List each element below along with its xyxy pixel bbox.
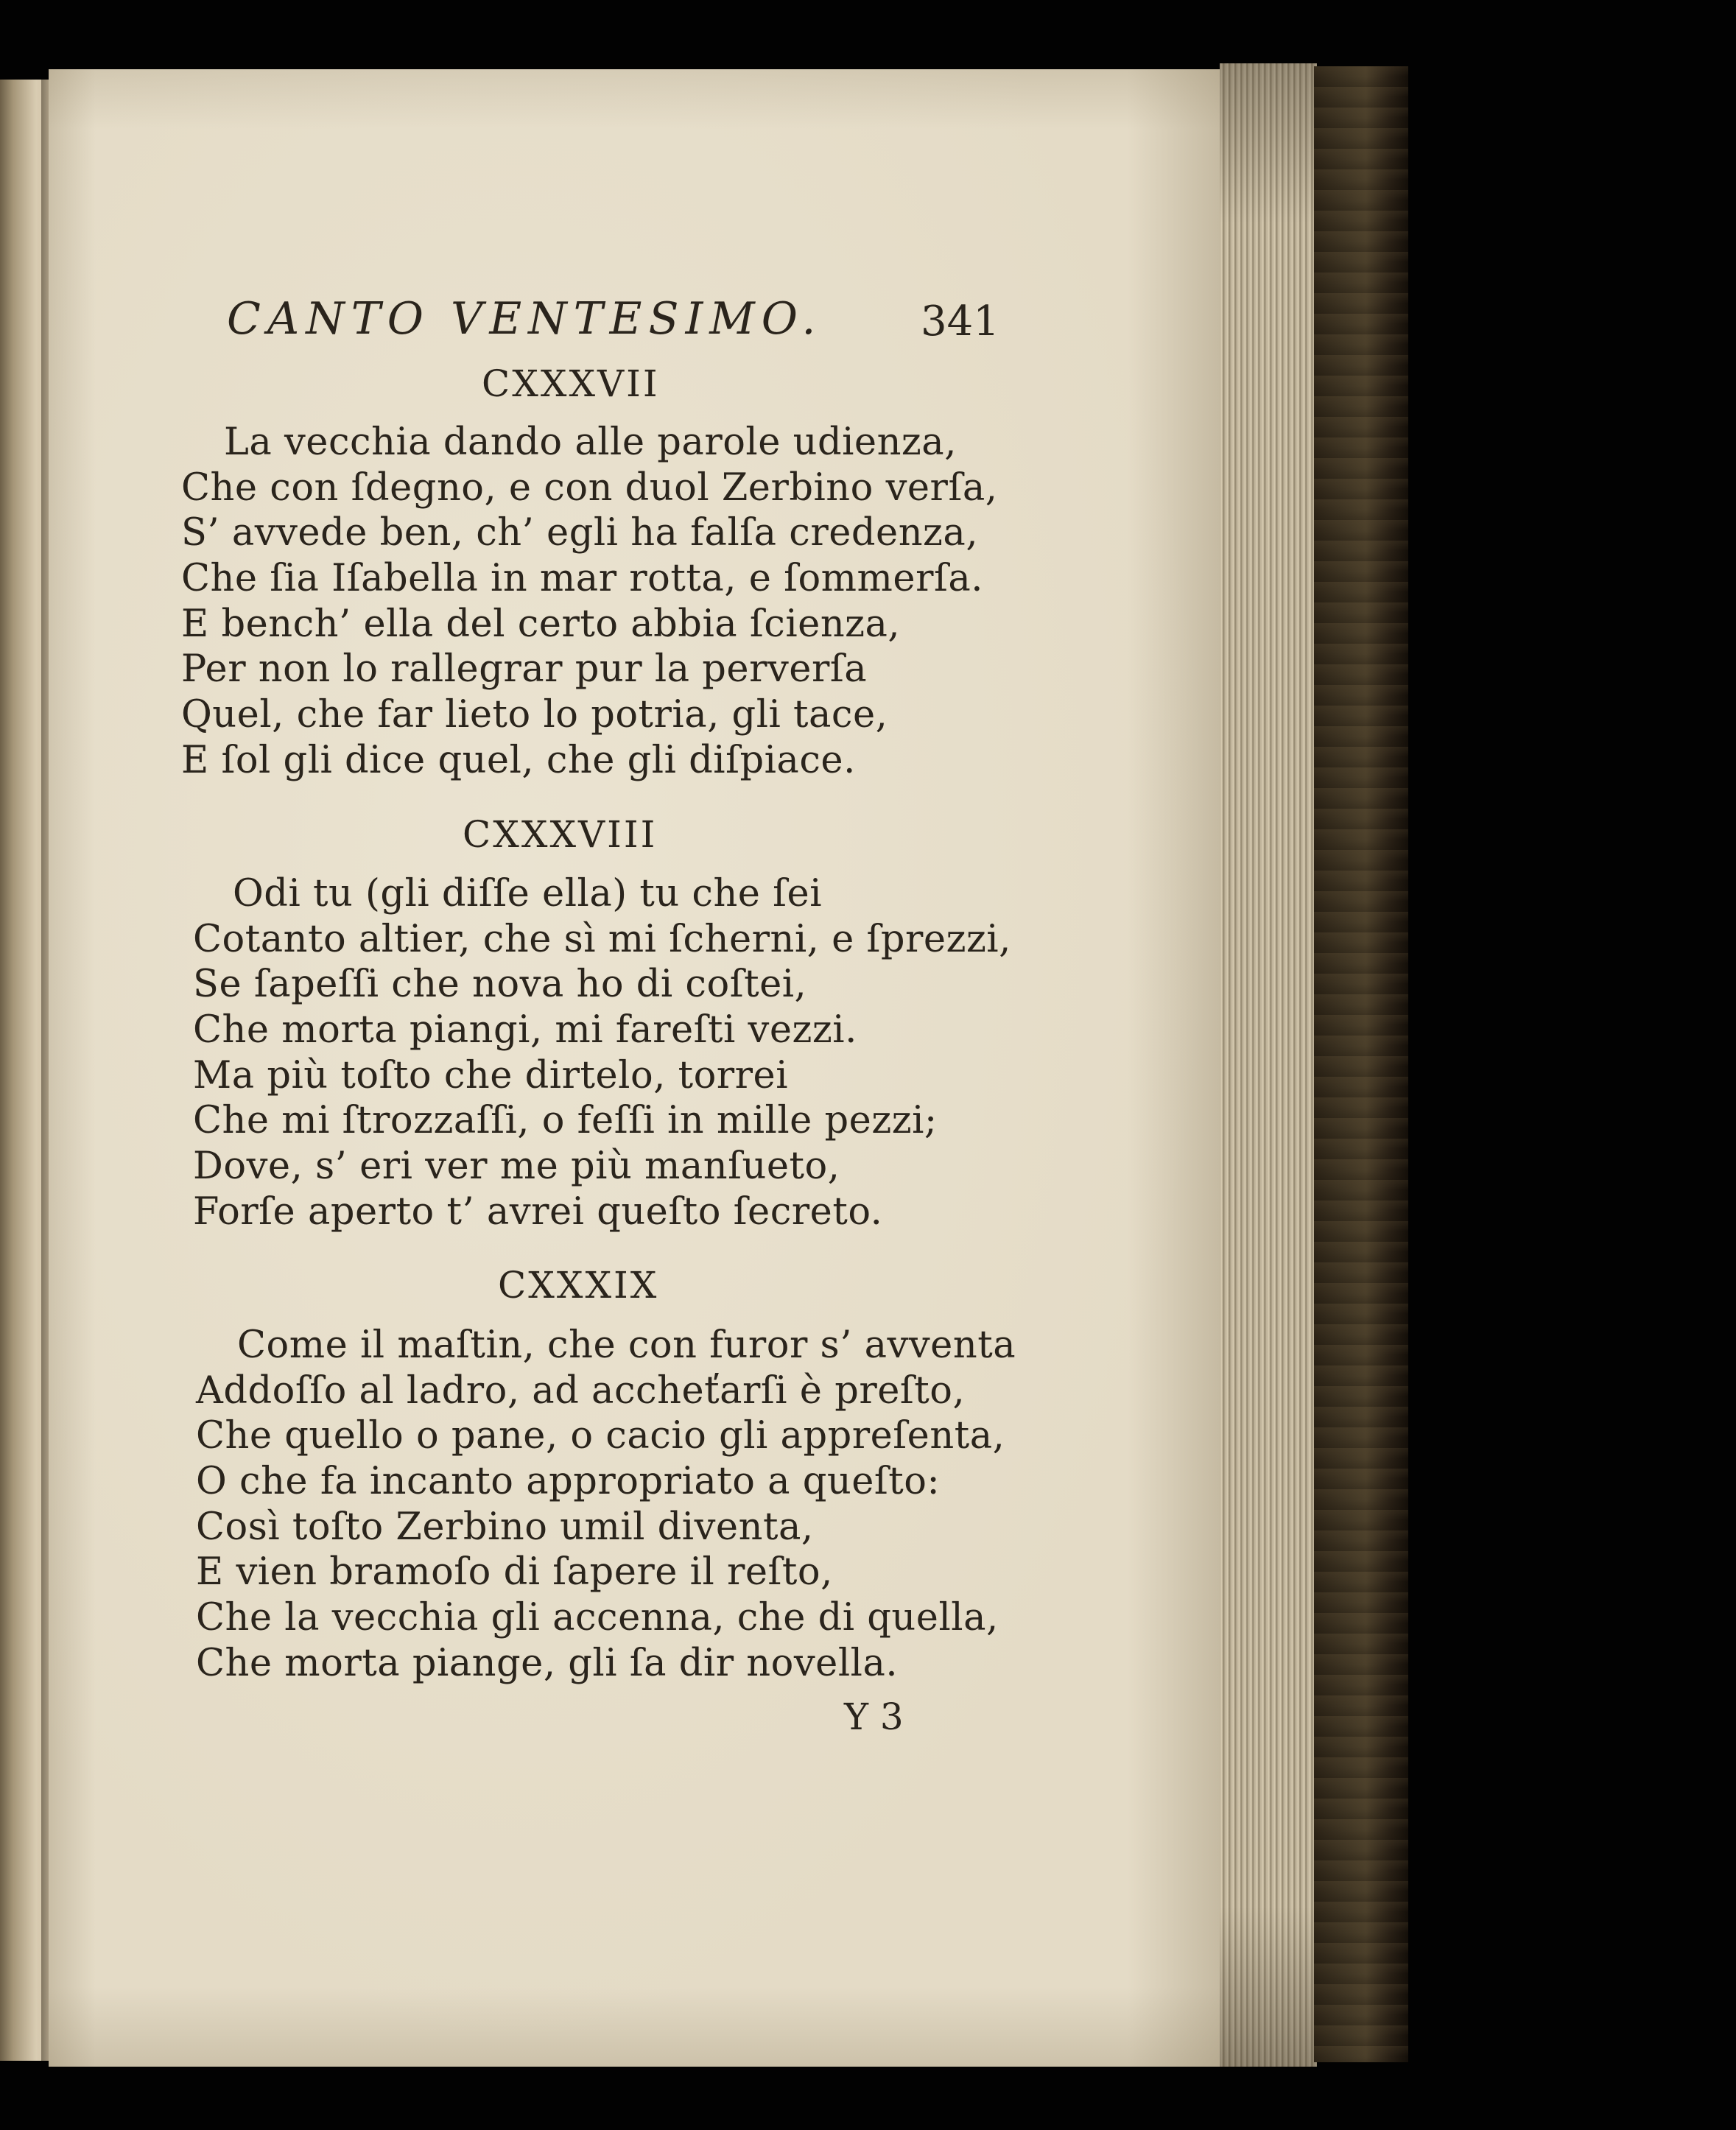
verse-line: E ſol gli dice quel, che gli diſpiace. bbox=[181, 739, 856, 782]
verse-line: Se ſapeſſi che nova ho di coſtei, bbox=[193, 963, 807, 1006]
verse-line: Che la vecchia gli accenna, che di quella, bbox=[196, 1596, 999, 1639]
verse-line: Ma più toſto che dirtelo, torrei bbox=[193, 1054, 789, 1097]
verse-line: Quel, che far lieto lo potria, gli tace, bbox=[181, 693, 888, 737]
verse-line: Dove, s’ eri ver me più manſueto, bbox=[193, 1145, 840, 1188]
verse-line: Odi tu (gli diſſe ella) tu che ſei bbox=[233, 872, 823, 915]
verse-line: Che quello o pane, o cacio gli appreſenta, bbox=[196, 1414, 1005, 1458]
verse-line: La vecchia dando alle parole udienza, bbox=[224, 421, 957, 464]
verse-line: E bench’ ella del certo abbia ſcienza, bbox=[181, 602, 901, 646]
verse-line: Cotanto altier, che sì mi ſcherni, e ſprezzi, bbox=[193, 918, 1011, 961]
stanza-number: CXXXIX bbox=[498, 1264, 659, 1307]
cover-texture bbox=[1314, 66, 1408, 2062]
catchword: Y 3 bbox=[844, 1695, 904, 1738]
verse-line: Così toſto Zerbino umil diventa, bbox=[196, 1505, 814, 1549]
verse-line: Che ſia Iſabella in mar rotta, e ſommerſa. bbox=[181, 557, 983, 600]
verse-line: Per non lo rallegrar pur la perverſa bbox=[181, 647, 868, 691]
verse-line: S’ avvede ben, ch’ egli ha falſa credenza, bbox=[181, 511, 979, 555]
running-head: CANTO VENTESIMO. bbox=[227, 293, 823, 345]
verse-line: Che mi ſtrozzaſſi, o feſſi in mille pezzi; bbox=[193, 1099, 938, 1142]
verse-line: Che morta piangi, mi fareſti vezzi. bbox=[193, 1008, 857, 1052]
verse-line: Forſe aperto t’ avrei queſto ſecreto. bbox=[193, 1190, 883, 1234]
page-block-shadow bbox=[1220, 63, 1317, 2067]
verse-line: Che morta piange, gli ſa dir novella. bbox=[196, 1642, 899, 1685]
verse-line: O che fa incanto appropriato a queſto: bbox=[196, 1460, 941, 1503]
page-number: 341 bbox=[921, 298, 999, 345]
stanza-number: CXXXVIII bbox=[463, 813, 658, 856]
stanza-number: CXXXVII bbox=[482, 362, 660, 405]
verse-line: Come il maſtin, che con furor s’ avventa bbox=[237, 1324, 1016, 1367]
verse-line: Addoſſo al ladro, ad accheťarſi è preſto, bbox=[196, 1369, 966, 1413]
verse-line: E vien bramoſo di ſapere il reſto, bbox=[196, 1550, 833, 1594]
verse-line: Che con ſdegno, e con duol Zerbino verſa, bbox=[181, 466, 998, 510]
